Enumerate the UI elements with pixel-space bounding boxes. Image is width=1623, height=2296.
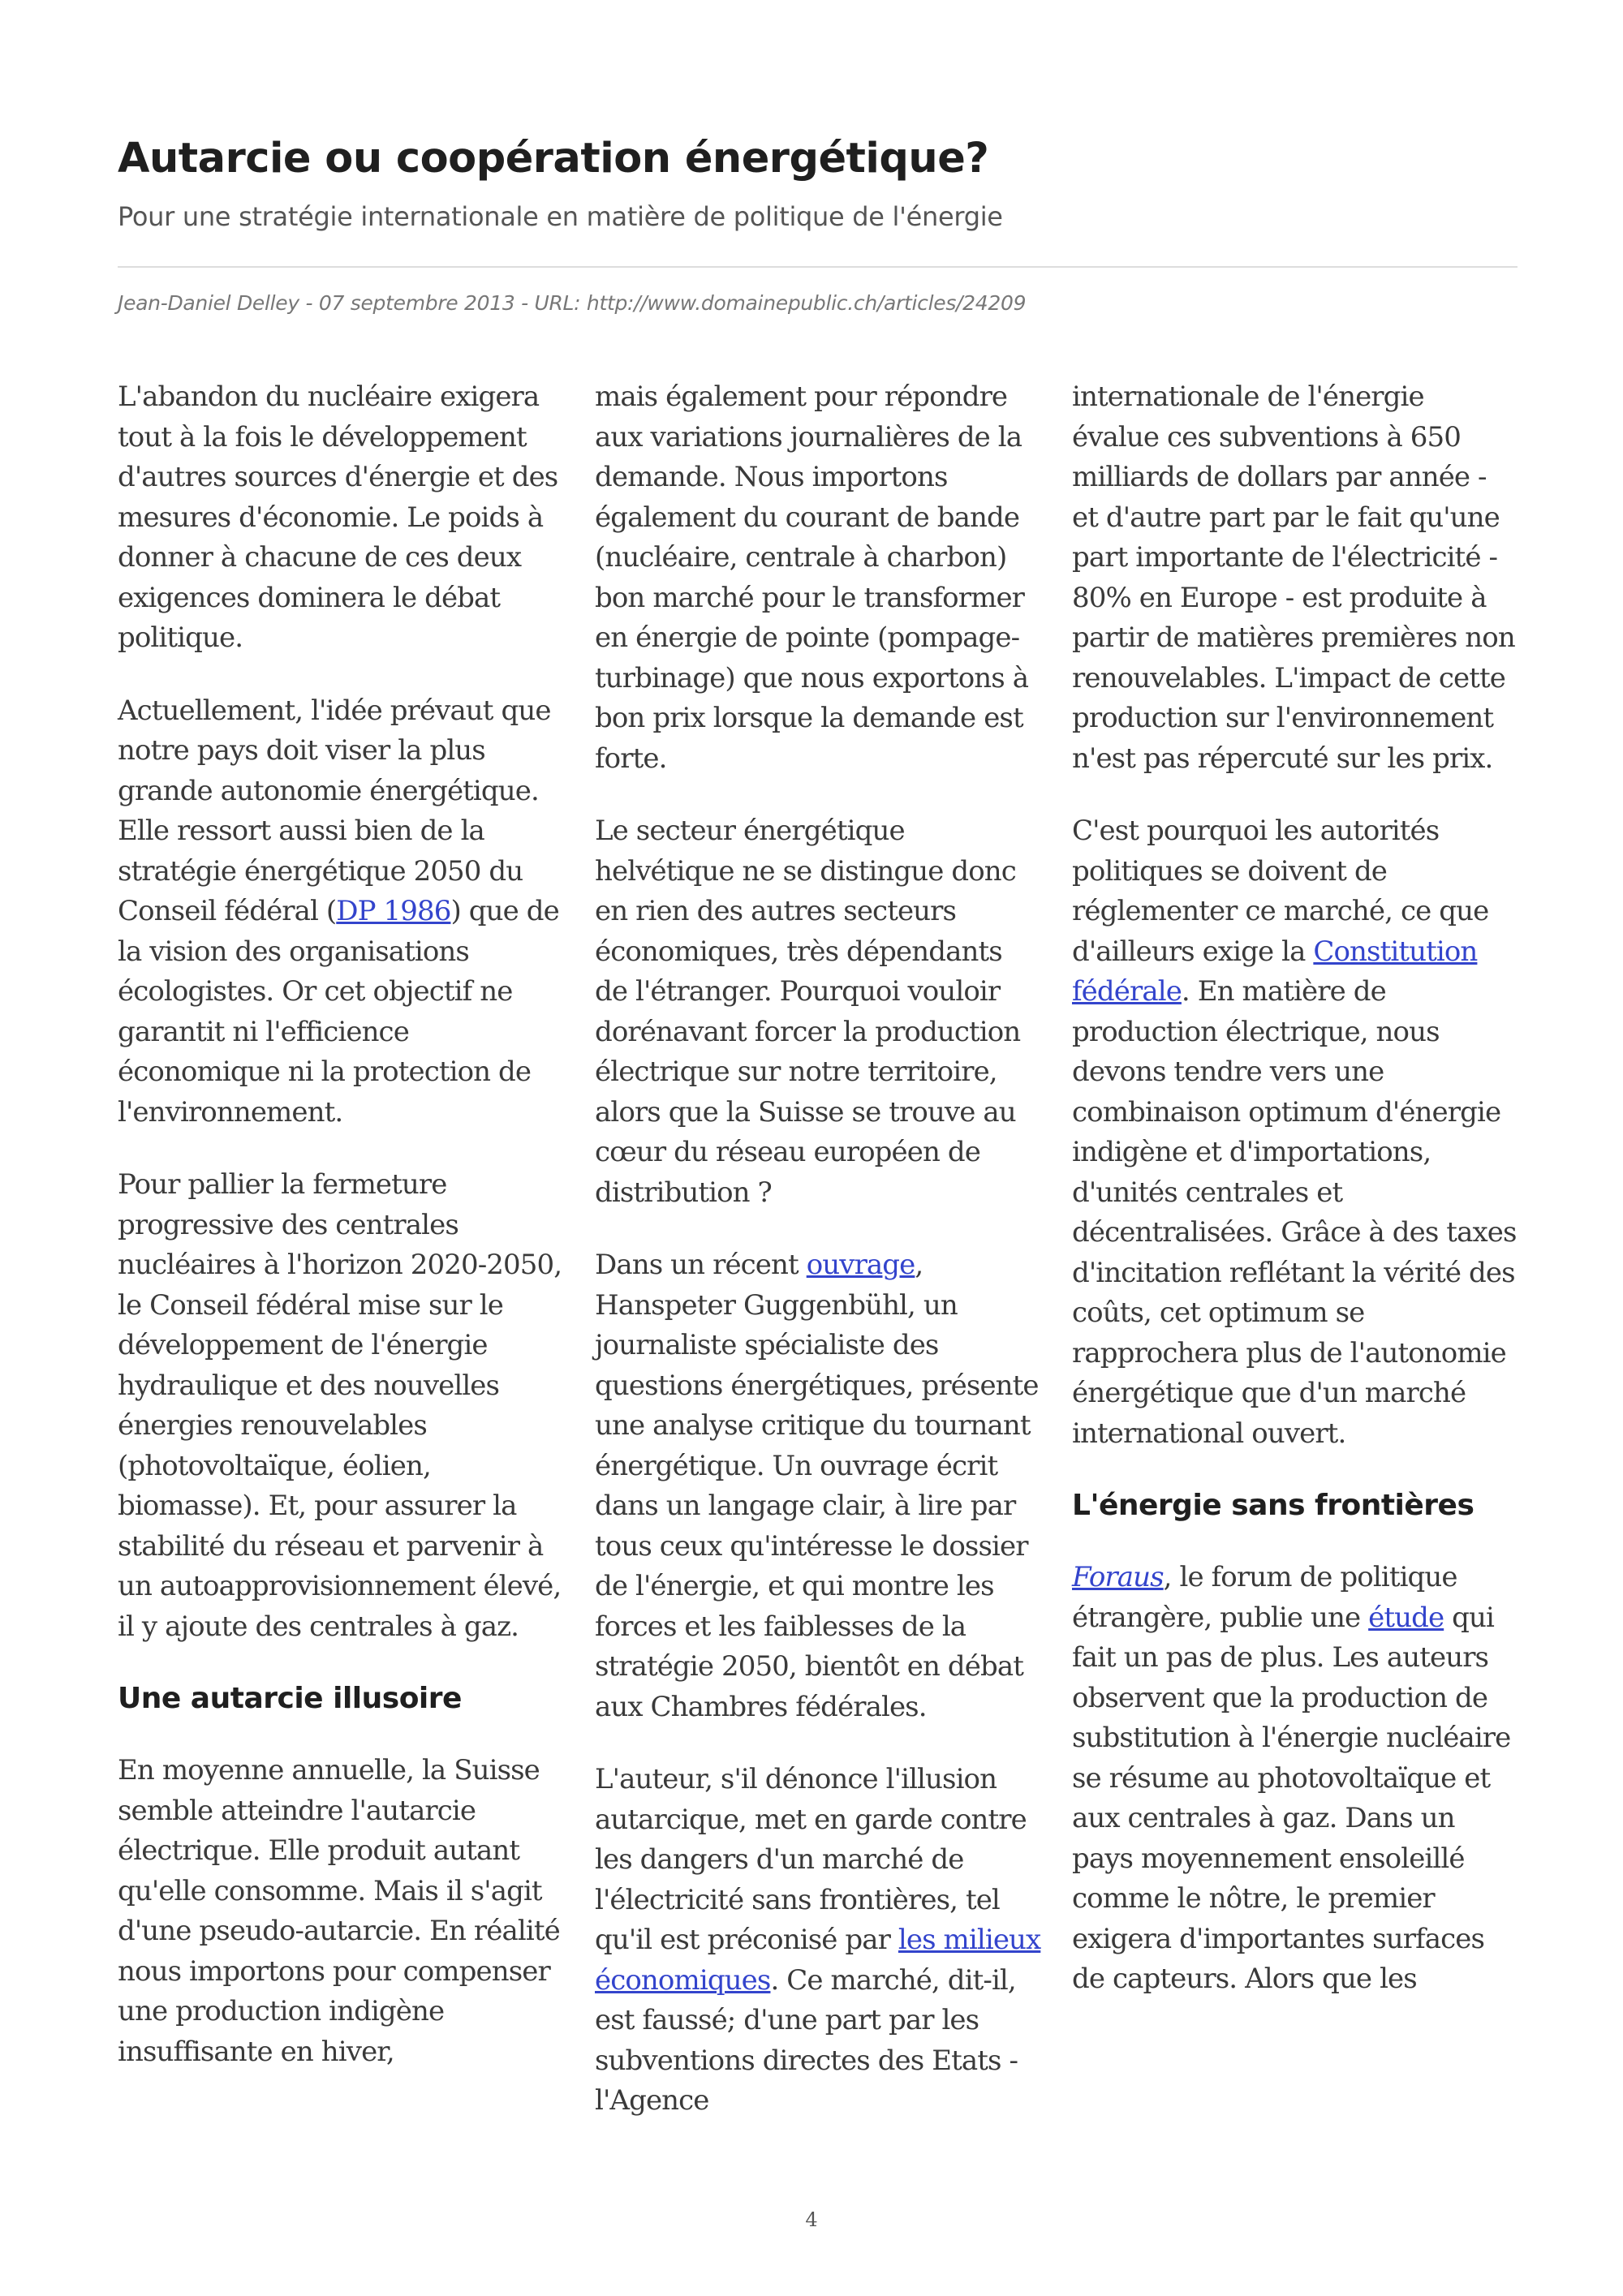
header-divider bbox=[118, 266, 1518, 268]
column-3 bbox=[1072, 377, 1518, 2032]
column-1 bbox=[118, 377, 564, 2105]
paragraph-text: . Ce marché, dit-il, est faussé; d'une part par les subventions directes des Etats - l'Agence bbox=[595, 1963, 1018, 2117]
paragraph-text: . En matière de production électrique, nous devons tendre vers une combinaison optimum d'énergie indigène et d'importations, d'unités centrales et décentralisées. Grâce à des taxes d'incitation reflétant la vérité des coûts, cet optimum se rapprochera plus de l'autonomie énergétique que d'un marché international ouvert. bbox=[1072, 975, 1517, 1450]
paragraph-text: L'auteur, s'il dénonce l'illusion autarcique, met en garde contre les dangers d'un marché de l'électricité sans frontières, tel qu'il est préconisé par bbox=[595, 1763, 1027, 1956]
column-2 bbox=[595, 377, 1041, 2154]
paragraph bbox=[1072, 811, 1518, 1454]
paragraph-text: ) que de la vision des organisations écologistes. Or cet objectif ne garantit ni l'efficience économique ni la protection de l'environnement. bbox=[118, 895, 559, 1129]
paragraph-text: C'est pourquoi les autorités politiques se doivent de réglementer ce marché, ce que d'ailleurs exige la bbox=[1072, 815, 1489, 968]
paragraph-text: Actuellement, l'idée prévaut que notre pays doit viser la plus grande autonomie énergétique. Elle ressort aussi bien de la stratégie énergétique 2050 du Conseil fédéral ( bbox=[118, 694, 551, 927]
page-number: 4 bbox=[805, 2208, 818, 2231]
article-subtitle: Pour une stratégie internationale en matière de politique de l'énergie bbox=[118, 201, 1003, 232]
paragraph bbox=[1072, 1558, 1518, 2000]
link-milieux-economiques[interactable]: les milieux économiques bbox=[595, 1924, 1041, 1997]
paragraph: mais également pour répondre aux variations journalières de la demande. Nous importons également du courant de bande (nucléaire, centrale à charbon) bon marché pour le transformer en énergie de pointe (pompage-turbinage) que nous exportons à bon prix lorsque la demande est forte. bbox=[595, 381, 1029, 775]
article bbox=[118, 130, 1518, 2117]
paragraph: internationale de l'énergie évalue ces subventions à 650 milliards de dollars par année - et d'autre part par le fait qu'une part importante de l'électricité - 80% en Europe - est produite à partir de matières premières non renouvelables. L'impact de cette production sur l'environnement n'est pas répercuté sur les prix. bbox=[1072, 381, 1515, 775]
paragraph: En moyenne annuelle, la Suisse semble atteindre l'autarcie électrique. Elle produit autant qu'elle consomme. Mais il s'agit d'une pseudo-autarcie. En réalité nous importons pour compenser une production indigène insuffisante en hiver, bbox=[118, 1754, 560, 2068]
paragraph: Le secteur énergétique helvétique ne se distingue donc en rien des autres secteurs économiques, très dépendants de l'étranger. Pourquoi vouloir dorénavant forcer la production électrique sur notre territoire, alors que la Suisse se trouve au cœur du réseau européen de distribution ? bbox=[595, 815, 1021, 1209]
paragraph-text: Dans un récent bbox=[595, 1249, 807, 1281]
link-foraus[interactable]: Foraus bbox=[1072, 1561, 1164, 1593]
paragraph-text: qui fait un pas de plus. Les auteurs observent que la production de substitution à l'énergie nucléaire se résume au photovoltaïque et aux centrales à gaz. Dans un pays moyennement ensoleillé comme le nôtre, le premier exigera d'importantes surfaces de capteurs. Alors que les bbox=[1072, 1601, 1511, 1995]
paragraph: Pour pallier la fermeture progressive des centrales nucléaires à l'horizon 2020-2050, le Conseil fédéral mise sur le développement de l'énergie hydraulique et des nouvelles énergies renouvelables (photovoltaïque, éolien, biomasse). Et, pour assurer la stabilité du réseau et parvenir à un autoapprovisionnement élevé, il y ajoute des centrales à gaz. bbox=[118, 1168, 562, 1643]
link-dp-1986[interactable]: DP 1986 bbox=[336, 895, 451, 927]
article-title: Autarcie ou coopération énergétique? bbox=[118, 135, 989, 183]
paragraph bbox=[595, 1760, 1041, 2122]
paragraph bbox=[595, 1245, 1041, 1727]
paragraph: L'abandon du nucléaire exigera tout à la fois le développement d'autres sources d'énergie et des mesures d'économie. Le poids à donner à chacune de ces deux exigences dominera le débat politique. bbox=[118, 381, 558, 654]
link-etude[interactable]: étude bbox=[1368, 1601, 1444, 1634]
link-constitution-federale[interactable]: Constitution fédérale bbox=[1072, 935, 1478, 1008]
paragraph-text: , Hanspeter Guggenbühl, un journaliste spécialiste des questions énergétiques, présente une analyse critique du tournant énergétique. Un ouvrage écrit dans un langage clair, à lire par tous ceux qu'intéresse le dossier de l'énergie, et qui montre les forces et les faiblesses de la stratégie 2050, bientôt en débat aux Chambres fédérales. bbox=[595, 1249, 1039, 1723]
link-ouvrage[interactable]: ouvrage bbox=[806, 1249, 915, 1281]
section-heading: Une autarcie illusoire bbox=[118, 1682, 462, 1715]
section-heading: L'énergie sans frontières bbox=[1072, 1489, 1474, 1522]
paragraph-text: , le forum de politique étrangère, publie une bbox=[1072, 1561, 1457, 1634]
article-byline: Jean-Daniel Delley - 07 septembre 2013 - URL: http://www.domainepublic.ch/articles/24209 bbox=[118, 291, 1027, 315]
paragraph bbox=[118, 691, 564, 1133]
